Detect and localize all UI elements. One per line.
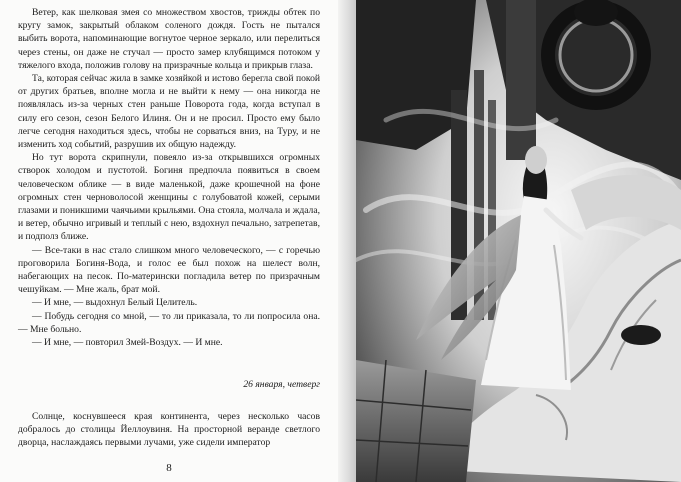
tiled-floor	[356, 360, 476, 482]
paragraph: Ветер, как шелковая змея со множеством хвостов, трижды обтек по кругу замок, закрытый облаком соленого дождя. Гость не пытался выбить ворота, напоминающие вогнутое черное зеркало, или перелиться через стены, он даже не стучал — просто замер клубящимся потоком у тяжелого входа, положив голову на призрачные кольца и прикрыв глаза.	[18, 7, 320, 71]
paragraph: Солнце, коснувшееся края континента, через несколько часов добралось до столицы Йеллоувиня. На просторной веранде светлого дворца, наслаждаясь первыми лучами, уже сидели император	[18, 411, 320, 449]
page-number: 8	[166, 462, 172, 474]
right-page-illustration	[356, 0, 681, 482]
paragraph: — Побудь сегодня со мной, — то ли приказала, то ли попросила она. — Мне больно.	[18, 310, 320, 335]
book-gutter	[338, 0, 356, 482]
dragon-eye	[621, 325, 661, 345]
paragraph: — И мне, — повторил Змей-Воздух. — И мне.	[32, 337, 223, 349]
chapter-dateline: 26 января, четверг	[243, 379, 320, 390]
paragraph: — Все-таки в нас стало слишком много человеческого, — с горечью проговорила Богиня-Вода, и голос ее был похож на шелест волн, набегающих на песок. По-матерински погладила ветер по призрачным чешуйкам. — Мне жаль, брат мой.	[18, 244, 320, 296]
left-page	[0, 0, 338, 482]
paragraph: Та, которая сейчас жила в замке хозяйкой и истово берегла свой покой от других братьев, вполне могла и не выйти к нему — она никогда не появлялась из-за черных стен раньше Поворота года, когда вступал в силу его сезон, сезон Белого Илиня. Он и не просил. Просто ему было легче сегодня находиться здесь, чтобы не сорваться вниз, на Туру, и не изменить ход событий, разрушив их общую надежду.	[18, 73, 320, 151]
body-text-continued	[18, 410, 320, 450]
paragraph: Но тут ворота скрипнули, повеяло из-за открывшихся огромных створок холодом и пустотой. Богиня предпочла появиться в своем человеческом облике — в виде маленькой, даже крошечной на фоне огромных стен черноволосой женщины с голубоватой кожей, серыми глазами и поникшими чаячьими крыльями. Она стояла, молчала и ждала, и ветер, обычно игривый и теплый с нею, вздохнул печально, затрепетав, и подполз ближе.	[18, 152, 320, 243]
illustration-woman-dragon-castle-gate	[356, 0, 681, 482]
paragraph: — И мне, — выдохнул Белый Целитель.	[32, 297, 198, 309]
body-text	[18, 6, 320, 349]
